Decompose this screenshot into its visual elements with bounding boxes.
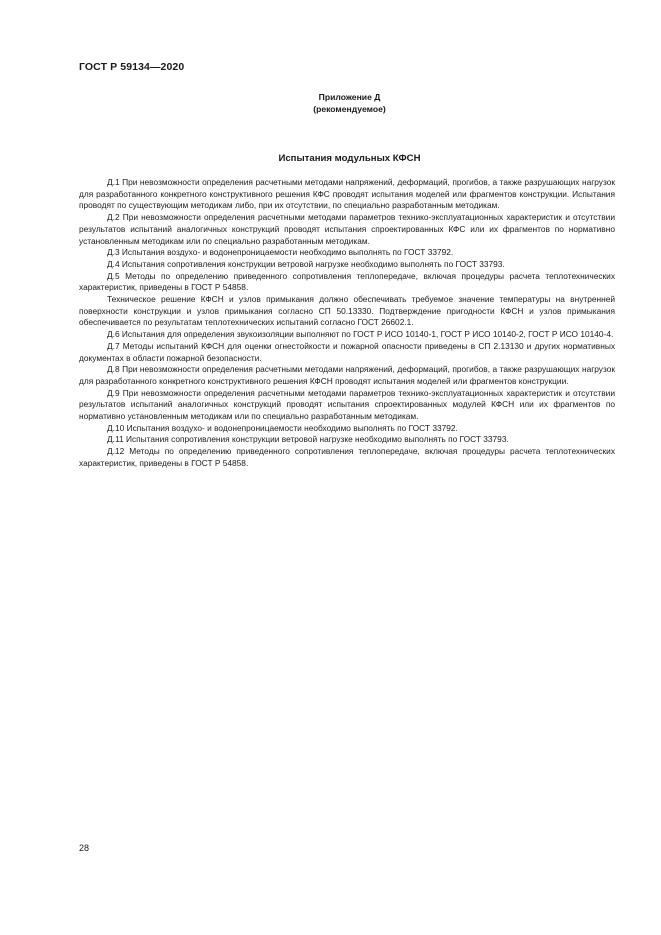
paragraph-d3: Д.3 Испытания воздухо- и водонепроницаемости необходимо выполнять по ГОСТ 33792. [107, 247, 454, 258]
paragraph-technical-solution: Техническое решение КФСН и узлов примыкания должно обеспечивать требуемое значение температуры на внутренней поверхности конструкции и узлов примыкания согласно СП 50.13330. Подтверждение пригодности КФСН и узлов примыкания обеспечивается по результатам теплотехнических испытаний согласно ГОСТ 26602.1. [79, 294, 615, 328]
paragraph-d5: Д.5 Методы по определению приведенного сопротивления теплопередаче, включая процедуры расчета теплотехнических характеристик, приведены в ГОСТ Р 54858. [79, 270, 615, 293]
appendix-title: Приложение Д [318, 92, 381, 102]
paragraph-d9: Д.9 При невозможности определения расчетными методами параметров технико-эксплуатационных характеристик и отсутствии результатов испытаний аналогичных конструкций проводят испытания спроектированных модулей КФСН или их фрагментов по нормативно установленным методикам или по специально разработанным методикам. [79, 387, 615, 422]
standard-designation: ГОСТ Р 59134—2020 [79, 61, 185, 73]
paragraph-d11: Д.11 Испытания сопротивления конструкции ветровой нагрузке необходимо выполнять по ГОСТ 33793. [107, 434, 509, 445]
paragraph-d6: Д.6 Испытания для определения звукоизоляции выполняют по ГОСТ Р ИСО 10140-1, ГОСТ Р ИСО 10140-2, ГОСТ Р ИСО 10140-4. [107, 329, 614, 340]
page-number: 28 [79, 843, 90, 853]
appendix-status: (рекомендуемое) [313, 103, 386, 114]
section-title: Испытания модульных КФСН [278, 153, 421, 164]
appendix-heading [0, 92, 661, 115]
paragraph-d7: Д.7 Методы испытаний КФСН для оценки огнестойкости и пожарной опасности приведены в СП 2.13130 и других нормативных документах в области пожарной безопасности. [79, 340, 615, 363]
paragraph-d2: Д.2 При невозможности определения расчетными методами параметров технико-эксплуатационных характеристик и отсутствии результатов испытаний аналогичных конструкций проводят испытания спроектированных КФС или их фрагментов по нормативно установленным методикам или по специально разработанным методикам. [79, 212, 615, 246]
paragraph-d8: Д.8 При невозможности определения расчетными методами напряжений, деформаций, прогибов, а также разрушающих нагрузок для разработанного конкретного конструктивного решения КФСН проводят испытания моделей или фрагментов конструкции. [79, 364, 615, 386]
paragraph-d1: Д.1 При невозможности определения расчетными методами напряжений, деформаций, прогибов, а также разрушающих нагрузок для разработанного конкретного конструктивного решения КФС проводят испытания моделей или фрагментов конструкции. Испытания проводят по существующим методикам либо, при их отсутствии, по специально разработанным методикам. [79, 177, 615, 211]
paragraph-d4: Д.4 Испытания сопротивления конструкции ветровой нагрузке необходимо выполнять по ГОСТ 33793. [107, 258, 505, 269]
body-text [79, 177, 615, 470]
paragraph-d10: Д.10 Испытания воздухо- и водонепроницаемости необходимо выполнять по ГОСТ 33792. [107, 422, 458, 433]
paragraph-d12: Д.12 Методы по определению приведенного сопротивления теплопередаче, включая процедуры расчета теплотехнических характеристик, приведены в ГОСТ Р 54858. [79, 446, 615, 468]
